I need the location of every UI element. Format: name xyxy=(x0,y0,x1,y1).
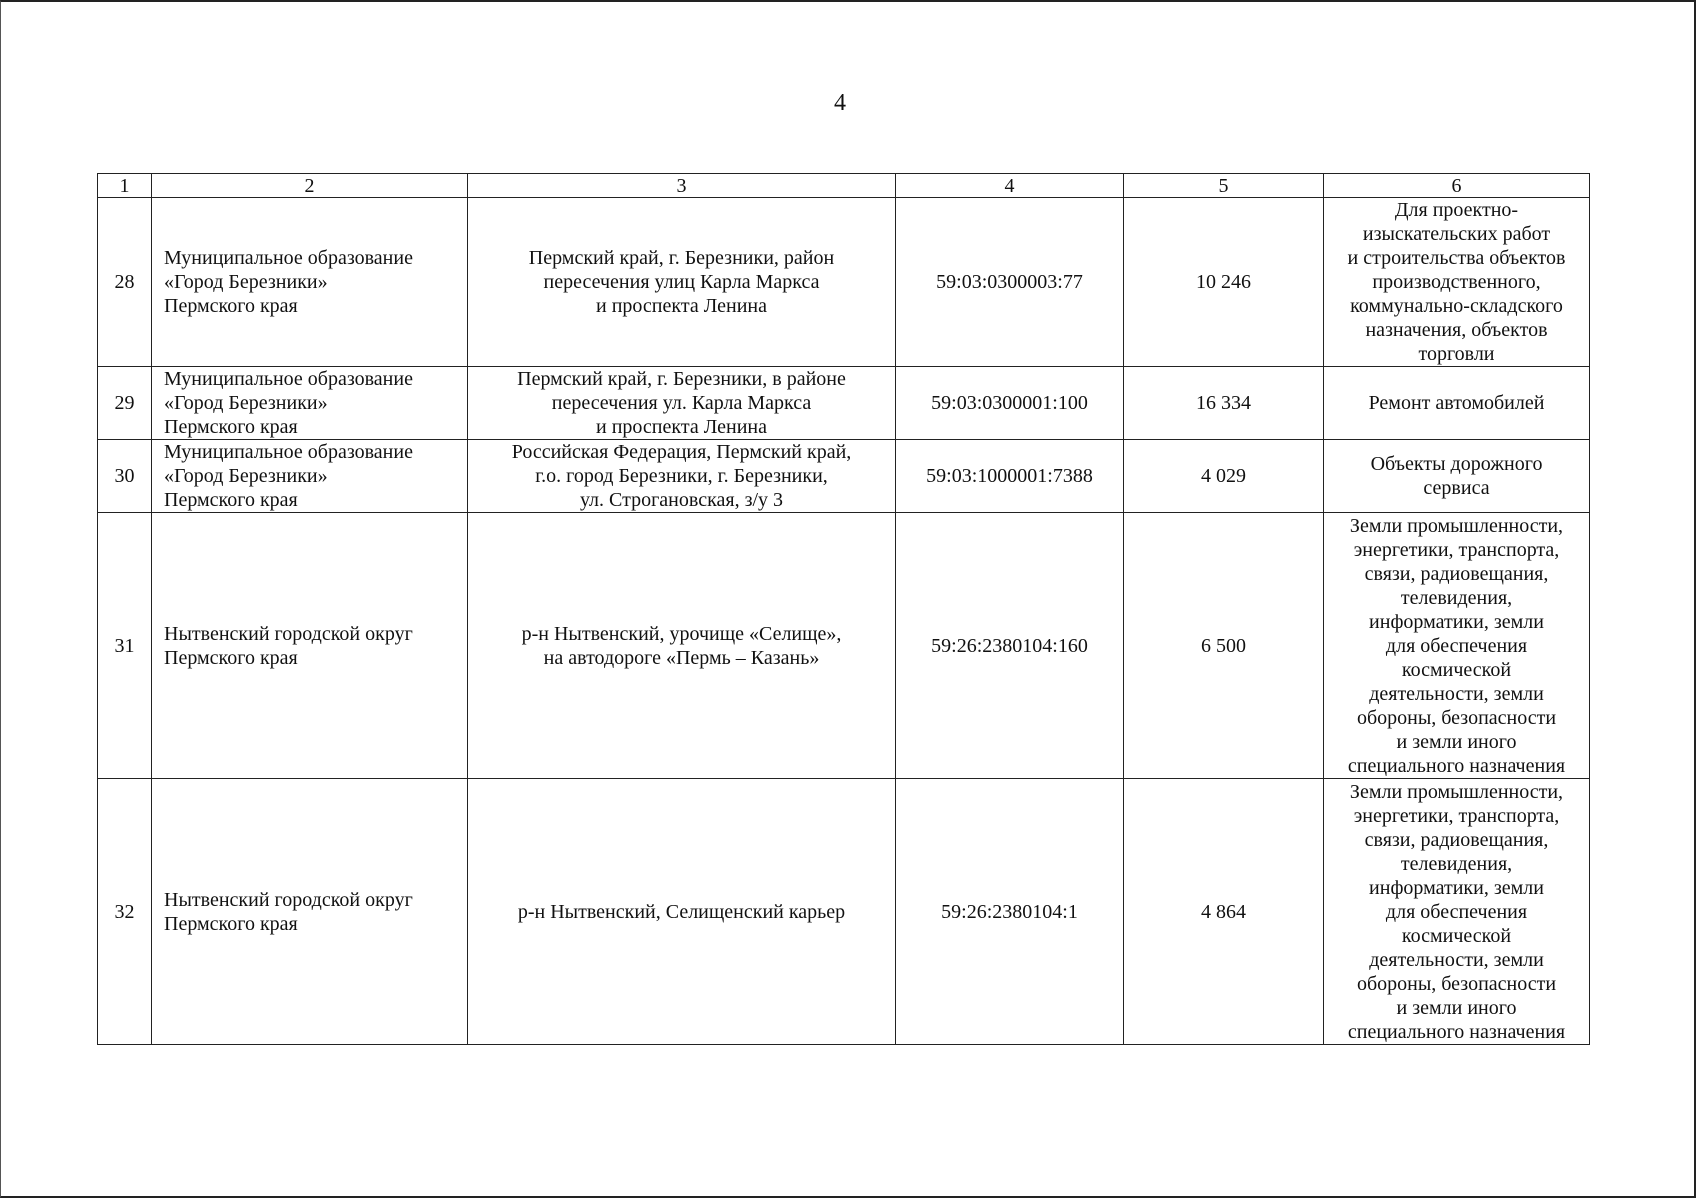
cell-text: 30 xyxy=(114,465,135,487)
purpose-cell xyxy=(1324,779,1590,1045)
purpose-cell xyxy=(1324,513,1590,779)
cell-line: на автодороге «Пермь – Казань» xyxy=(543,646,820,669)
cell-text: 6 500 xyxy=(1201,634,1246,657)
owner-cell xyxy=(152,513,468,779)
page-number: 4 xyxy=(834,90,846,116)
cadastral-number-cell xyxy=(896,779,1124,1045)
cell-line: «Город Березники» xyxy=(164,392,328,414)
table-row xyxy=(98,779,1590,1045)
purpose-cell xyxy=(1324,367,1590,440)
cell-line: телевидения, xyxy=(1400,852,1513,875)
cell-line: и проспекта Ленина xyxy=(596,416,767,438)
table-row xyxy=(98,198,1590,367)
cell-text: 31 xyxy=(114,634,135,657)
cell-line: и строительства объектов xyxy=(1347,247,1566,269)
area-cell xyxy=(1124,440,1324,513)
cell-line: информатики, земли xyxy=(1369,610,1544,633)
cell-text: 32 xyxy=(114,900,135,923)
location-cell xyxy=(468,440,896,513)
row-number-cell xyxy=(98,367,152,440)
cell-line: Пермского края xyxy=(164,295,298,317)
row-number-cell xyxy=(98,198,152,367)
table-row xyxy=(98,513,1590,779)
area-cell xyxy=(1124,779,1324,1045)
cell-line: «Город Березники» xyxy=(164,465,328,487)
table-row xyxy=(98,440,1590,513)
cell-line: для обеспечения xyxy=(1385,900,1528,923)
cell-line: пересечения ул. Карла Маркса xyxy=(551,392,812,414)
cell-line: Ремонт автомобилей xyxy=(1368,392,1545,414)
row-number-cell xyxy=(98,440,152,513)
owner-cell xyxy=(152,367,468,440)
cell-line: Для проектно- xyxy=(1394,199,1519,221)
cell-line: и земли иного xyxy=(1396,996,1517,1019)
cell-line: ул. Строгановская, з/у 3 xyxy=(579,489,784,511)
cell-line: производственного, xyxy=(1372,271,1541,293)
cell-line: Пермский край, г. Березники, район xyxy=(528,247,835,269)
cell-text: 59:03:1000001:7388 xyxy=(926,465,1093,487)
cell-line: деятельности, земли xyxy=(1369,682,1544,705)
cell-line: назначения, объектов xyxy=(1365,319,1548,341)
cell-line: изыскательских работ xyxy=(1362,223,1551,245)
cell-line: Российская Федерация, Пермский край, xyxy=(511,441,852,463)
cell-line: пересечения улиц Карла Маркса xyxy=(543,271,820,293)
cell-line: г.о. город Березники, г. Березники, xyxy=(535,465,828,487)
cell-line: коммунально-складского xyxy=(1350,295,1563,317)
cell-line: Пермский край, г. Березники, в районе xyxy=(517,368,846,390)
cell-line: Земли промышленности, xyxy=(1349,514,1564,537)
area-cell xyxy=(1124,367,1324,440)
cell-line: энергетики, транспорта, xyxy=(1353,804,1560,827)
cell-line: связи, радиовещания, xyxy=(1364,828,1549,851)
location-cell xyxy=(468,513,896,779)
location-cell xyxy=(468,367,896,440)
cell-line: информатики, земли xyxy=(1369,876,1544,899)
area-cell xyxy=(1124,198,1324,367)
cell-line: Нытвенский городской округ xyxy=(164,888,413,911)
cell-text: 4 029 xyxy=(1201,465,1246,487)
cell-line: обороны, безопасности xyxy=(1356,706,1557,729)
cell-line: Муниципальное образование xyxy=(164,441,413,463)
column-number: 5 xyxy=(1124,174,1324,198)
location-cell xyxy=(468,198,896,367)
cadastral-number-cell xyxy=(896,367,1124,440)
location-cell xyxy=(468,779,896,1045)
purpose-cell xyxy=(1324,440,1590,513)
cell-line: Земли промышленности, xyxy=(1349,780,1564,803)
cell-line: обороны, безопасности xyxy=(1356,972,1557,995)
column-number-row xyxy=(98,174,1590,198)
owner-cell xyxy=(152,779,468,1045)
cadastral-number-cell xyxy=(896,513,1124,779)
cell-line: специального назначения xyxy=(1347,1020,1566,1043)
cell-text: 4 864 xyxy=(1201,900,1246,923)
cell-line: для обеспечения xyxy=(1385,634,1528,657)
cell-line: и проспекта Ленина xyxy=(596,295,767,317)
area-cell xyxy=(1124,513,1324,779)
cell-line: Пермского края xyxy=(164,912,298,935)
row-number-cell xyxy=(98,513,152,779)
cell-text: 59:03:0300001:100 xyxy=(931,392,1088,414)
cell-line: сервиса xyxy=(1423,477,1490,499)
cell-line: р-н Нытвенский, Селищенский карьер xyxy=(517,900,846,923)
cell-text: 10 246 xyxy=(1196,271,1251,293)
cell-line: Муниципальное образование xyxy=(164,247,413,269)
cadastral-number-cell xyxy=(896,440,1124,513)
cell-line: космической xyxy=(1401,658,1512,681)
owner-cell xyxy=(152,198,468,367)
land-plots-table xyxy=(97,173,1590,1045)
column-number: 3 xyxy=(468,174,896,198)
owner-cell xyxy=(152,440,468,513)
cell-line: деятельности, земли xyxy=(1369,948,1544,971)
purpose-cell xyxy=(1324,198,1590,367)
cell-line: специального назначения xyxy=(1347,754,1566,777)
column-number: 4 xyxy=(896,174,1124,198)
cell-text: 59:26:2380104:160 xyxy=(931,634,1088,657)
cell-line: космической xyxy=(1401,924,1512,947)
cell-line: Пермского края xyxy=(164,416,298,438)
column-number: 6 xyxy=(1324,174,1590,198)
cell-text: 16 334 xyxy=(1196,392,1251,414)
cell-line: Пермского края xyxy=(164,646,298,669)
cell-line: Объекты дорожного xyxy=(1370,453,1543,475)
cell-text: 59:26:2380104:1 xyxy=(941,900,1078,923)
cell-text: 29 xyxy=(114,392,135,414)
cell-line: «Город Березники» xyxy=(164,271,328,293)
cell-line: торговли xyxy=(1418,343,1495,365)
row-number-cell xyxy=(98,779,152,1045)
cell-line: Муниципальное образование xyxy=(164,368,413,390)
cell-text: 28 xyxy=(114,271,135,293)
cadastral-number-cell xyxy=(896,198,1124,367)
table-row xyxy=(98,367,1590,440)
cell-line: и земли иного xyxy=(1396,730,1517,753)
cell-line: телевидения, xyxy=(1400,586,1513,609)
column-number: 1 xyxy=(98,174,152,198)
cell-text: 59:03:0300003:77 xyxy=(936,271,1083,293)
cell-line: Нытвенский городской округ xyxy=(164,622,413,645)
cell-line: Пермского края xyxy=(164,489,298,511)
column-number: 2 xyxy=(152,174,468,198)
cell-line: связи, радиовещания, xyxy=(1364,562,1549,585)
cell-line: энергетики, транспорта, xyxy=(1353,538,1560,561)
cell-line: р-н Нытвенский, урочище «Селище», xyxy=(521,622,842,645)
